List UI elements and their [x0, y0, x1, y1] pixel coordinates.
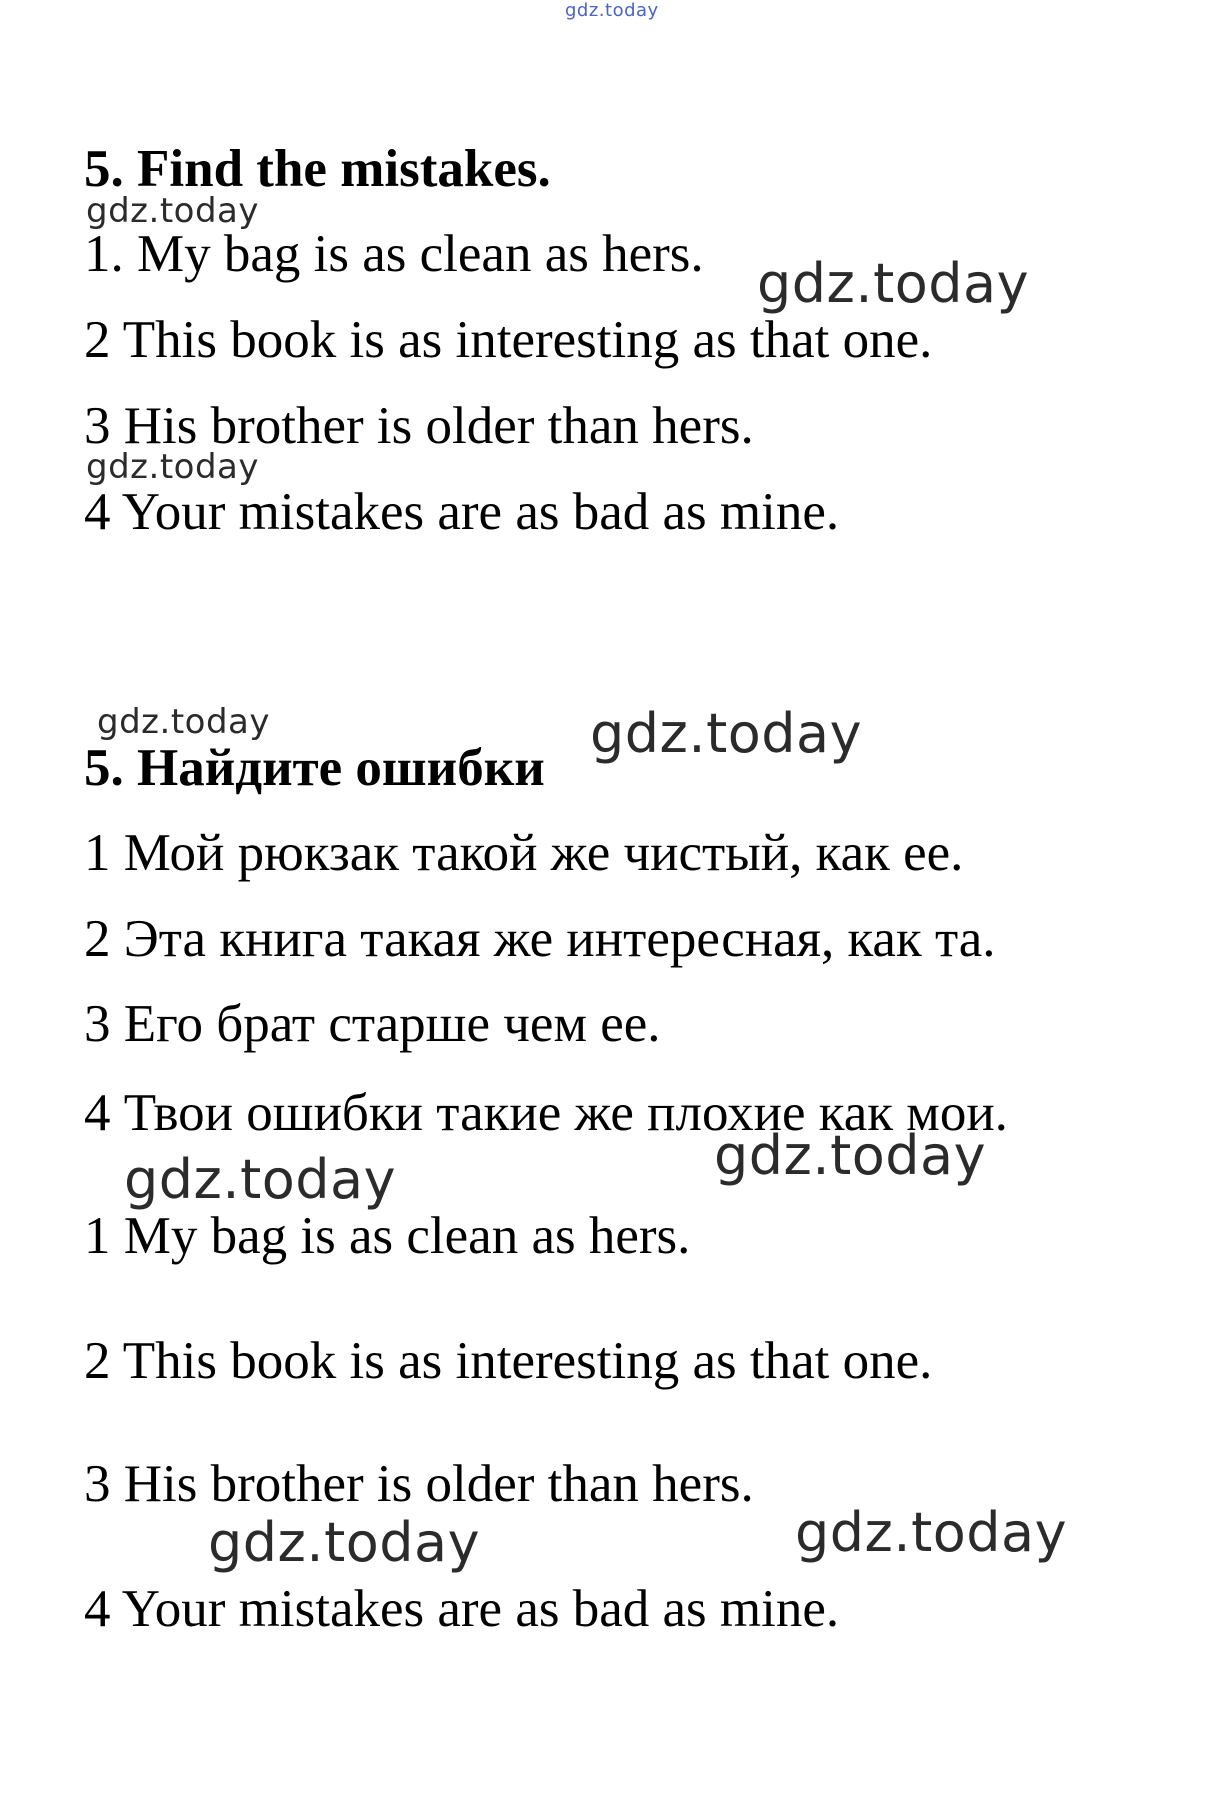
section-title-ru: 5. Найдите ошибки [84, 739, 545, 797]
watermark: gdz.today [795, 1501, 1068, 1564]
translation-line-1: 1 Мой рюкзак такой же чистый, как ее. [84, 824, 964, 882]
watermark: gdz.today [97, 702, 270, 742]
exercise-line-en-3: 3 His brother is older than hers. [84, 397, 754, 455]
translation-line-2: 2 Эта книга такая же интересная, как та. [84, 910, 996, 968]
watermark: gdz.today [86, 191, 259, 231]
section-title-en: 5. Find the mistakes. [84, 140, 551, 198]
translation-line-4: 4 Твои ошибки такие же плохие как мои. [84, 1084, 1008, 1142]
exercise-line-en-1: 1. My bag is as clean as hers. [84, 225, 704, 283]
exercise-line-en-4: 4 Your mistakes are as bad as mine. [84, 483, 840, 541]
answer-line-3: 3 His brother is older than hers. [84, 1455, 754, 1513]
watermark: gdz.today [757, 252, 1030, 315]
answer-line-4: 4 Your mistakes are as bad as mine. [84, 1580, 840, 1638]
exercise-line-en-2: 2 This book is as interesting as that one. [84, 311, 933, 369]
translation-line-3: 3 Его брат старше чем ее. [84, 995, 661, 1053]
watermark-top: gdz.today [565, 0, 659, 21]
watermark: gdz.today [208, 1511, 481, 1574]
watermark: gdz.today [124, 1148, 397, 1211]
watermark: gdz.today [590, 702, 863, 765]
answer-line-2: 2 This book is as interesting as that one. [84, 1332, 933, 1390]
watermark: gdz.today [714, 1124, 987, 1187]
answer-line-1: 1 My bag is as clean as hers. [84, 1207, 691, 1265]
watermark: gdz.today [86, 447, 259, 487]
